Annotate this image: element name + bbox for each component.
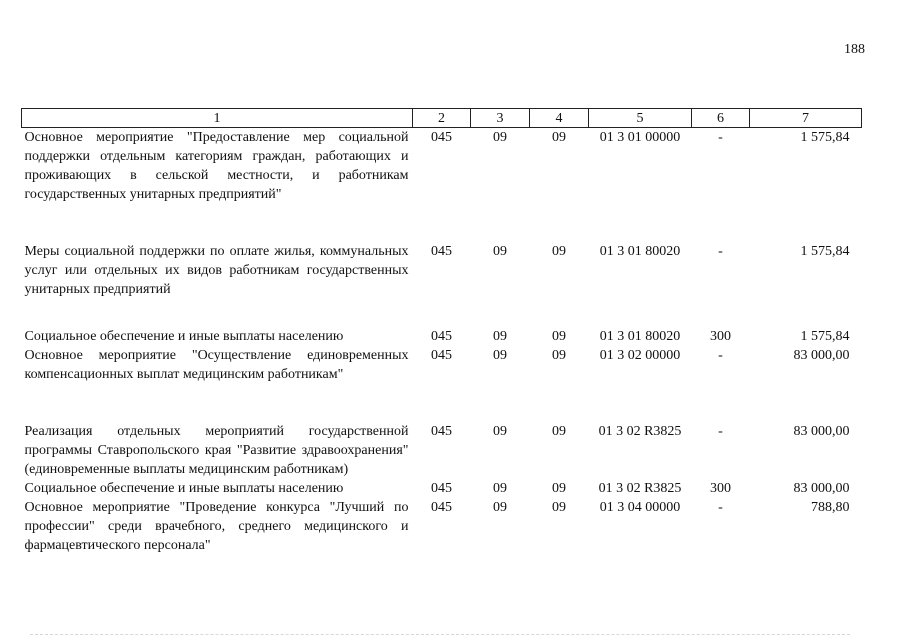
row-expense-type: -	[718, 244, 723, 259]
row-amount: 83 000,00	[793, 424, 850, 439]
row-spacer	[22, 384, 862, 422]
row-section-code: 09	[493, 500, 507, 515]
row-expense-type: -	[718, 500, 723, 515]
row-expense-type: -	[718, 348, 723, 363]
row-name: Основное мероприятие "Осуществление единовременных компенсационных выплат медицинским работникам"	[24, 348, 409, 382]
column-header-6: 6	[692, 109, 750, 128]
table-row	[22, 479, 862, 498]
table-row	[22, 346, 862, 384]
row-target-code: 01 3 01 80020	[599, 244, 681, 259]
table-row	[22, 128, 862, 205]
table-row	[22, 327, 862, 346]
row-expense-type: -	[718, 424, 723, 439]
column-header-5: 5	[589, 109, 692, 128]
row-amount: 1 575,84	[800, 329, 850, 344]
row-amount: 1 575,84	[800, 130, 850, 145]
row-amount: 83 000,00	[793, 481, 850, 496]
budget-table	[21, 108, 862, 555]
row-section-code: 09	[493, 481, 507, 496]
table-row	[22, 422, 862, 479]
row-section-code: 09	[493, 424, 507, 439]
row-subsection-code: 09	[552, 481, 566, 496]
row-subsection-code: 09	[552, 130, 566, 145]
row-amount: 788,80	[811, 500, 850, 515]
row-ministry-code: 045	[431, 244, 452, 259]
row-section-code: 09	[493, 130, 507, 145]
table-row	[22, 242, 862, 299]
row-name: Основное мероприятие "Проведение конкурса "Лучший по профессии" среди врачебного, среднего медицинского и фармацевтического персонала"	[24, 500, 409, 553]
row-amount: 83 000,00	[793, 348, 850, 363]
row-name: Реализация отдельных мероприятий государственной программы Ставропольского края "Развитие здравоохранения" (единовременные выплаты медицинским работникам)	[24, 424, 409, 477]
row-target-code: 01 3 01 00000	[599, 130, 681, 145]
row-ministry-code: 045	[431, 481, 452, 496]
row-subsection-code: 09	[552, 424, 566, 439]
row-name: Социальное обеспечение и иные выплаты населению	[24, 329, 344, 344]
row-name: Социальное обеспечение и иные выплаты населению	[24, 481, 344, 496]
row-target-code: 01 3 01 80020	[599, 329, 681, 344]
row-subsection-code: 09	[552, 329, 566, 344]
row-spacer	[22, 299, 862, 327]
row-name: Меры социальной поддержки по оплате жилья, коммунальных услуг или отдельных их видов работникам государственных унитарных предприятий	[24, 244, 409, 297]
row-amount: 1 575,84	[800, 244, 850, 259]
scan-edge-line	[30, 634, 850, 635]
row-target-code: 01 3 04 00000	[599, 500, 681, 515]
row-subsection-code: 09	[552, 500, 566, 515]
row-expense-type: 300	[710, 329, 731, 344]
row-ministry-code: 045	[431, 424, 452, 439]
row-target-code: 01 3 02 R3825	[598, 481, 682, 496]
column-header-1: 1	[22, 109, 413, 128]
row-section-code: 09	[493, 244, 507, 259]
table-row	[22, 498, 862, 555]
row-ministry-code: 045	[431, 348, 452, 363]
column-header-4: 4	[530, 109, 589, 128]
row-target-code: 01 3 02 R3825	[598, 424, 682, 439]
row-ministry-code: 045	[431, 329, 452, 344]
row-expense-type: -	[718, 130, 723, 145]
row-name: Основное мероприятие "Предоставление мер социальной поддержки отдельным категориям граждан, работающих и проживающих в сельской местности, и работникам государственных унитарных предприятий"	[24, 130, 409, 202]
row-spacer	[22, 204, 862, 242]
row-section-code: 09	[493, 329, 507, 344]
row-ministry-code: 045	[431, 500, 452, 515]
row-section-code: 09	[493, 348, 507, 363]
row-subsection-code: 09	[552, 348, 566, 363]
row-target-code: 01 3 02 00000	[599, 348, 681, 363]
row-subsection-code: 09	[552, 244, 566, 259]
column-header-7: 7	[750, 109, 862, 128]
row-ministry-code: 045	[431, 130, 452, 145]
column-header-3: 3	[471, 109, 530, 128]
row-expense-type: 300	[710, 481, 731, 496]
column-header-2: 2	[413, 109, 471, 128]
page-number: 188	[844, 42, 865, 57]
column-number-header-row	[22, 109, 862, 128]
